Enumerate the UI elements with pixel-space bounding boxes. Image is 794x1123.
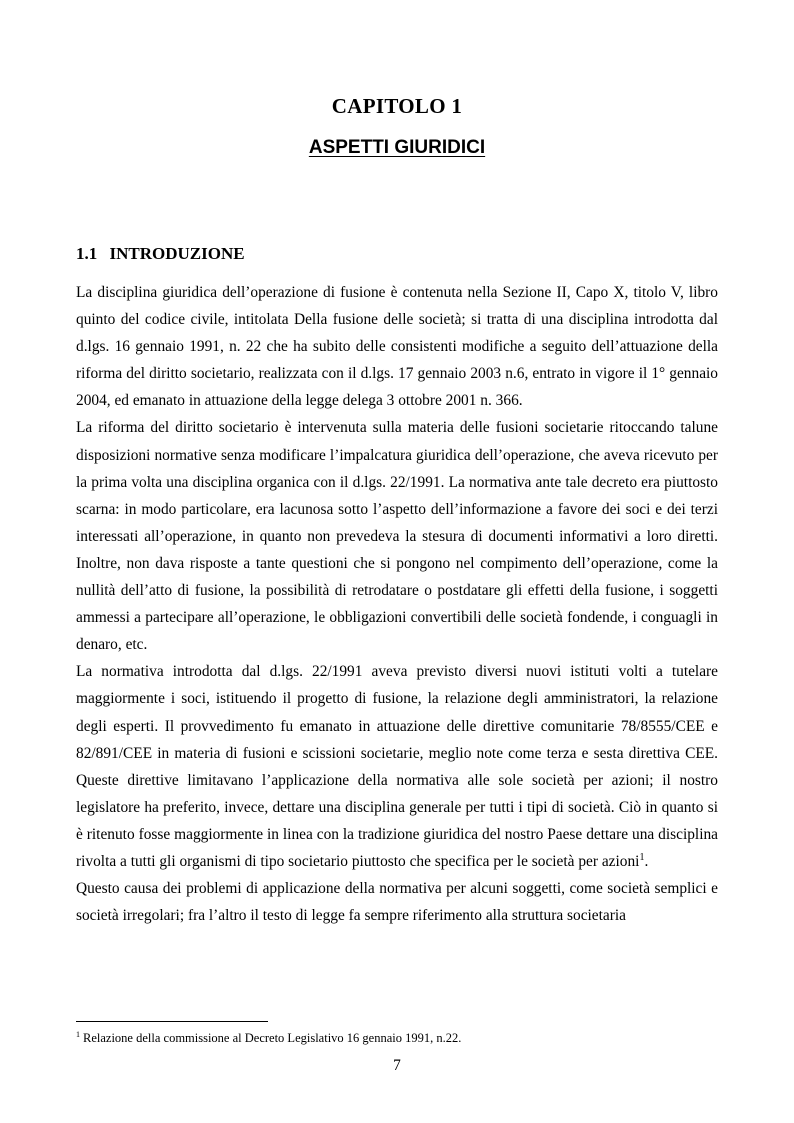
paragraph: La disciplina giuridica dell’operazione di fusione è contenuta nella Sezione II, Capo X, titolo V, libro quinto del codice civile, intitolata Della fusione delle società; si tratta di una disciplina introdotta dal d.lgs. 16 gennaio 1991, n. 22 che ha subito delle consistenti modifiche a seguito dell’attuazione della riforma del diritto societario, realizzata con il d.lgs. 17 gennaio 2003 n.6, entrato in vigore il 1° gennaio 2004, ed emanato in attuazione della legge delega 3 ottobre 2001 n. 366.: [76, 284, 718, 410]
footnote-reference-trailing: .: [644, 852, 649, 870]
paragraph: [76, 658, 718, 875]
paragraph: Questo causa dei problemi di applicazione della normativa per alcuni soggetti, come società semplici e società irregolari; fra l’altro il testo di legge fa sempre riferimento alla struttura societaria: [76, 880, 718, 925]
page-number: 7: [393, 1057, 401, 1074]
section-title: INTRODUZIONE: [109, 244, 245, 263]
body-text: [76, 279, 718, 929]
footnote-reference[interactable]: 1: [639, 851, 645, 863]
footnote-divider: [76, 1021, 268, 1022]
chapter-subtitle-text: ASPETTI GIURIDICI: [308, 137, 486, 158]
footnote: [76, 1031, 461, 1046]
footnote-text: Relazione della commissione al Decreto Legislativo 16 gennaio 1991, n.22.: [83, 1031, 462, 1045]
section-number: 1.1: [76, 244, 98, 263]
footnote-marker: 1: [76, 1029, 80, 1039]
chapter-title: CAPITOLO 1: [331, 94, 463, 118]
paragraph-text: La normativa introdotta dal d.lgs. 22/1991 aveva previsto diversi nuovi istituti volti a tutelare maggiormente i soci, istituendo il progetto di fusione, la relazione degli amministratori, la relazione degli esperti. Il provvedimento fu emanato in attuazione delle direttive comunitarie 78/8555/CEE e 82/891/CEE in materia di fusioni e scissioni societarie, meglio note come terza e sesta direttiva CEE. Queste direttive limitavano l’applicazione della normativa alle sole società per azioni; il nostro legislatore ha preferito, invece, dettare una disciplina generale per tutti i tipi di società. Ciò in quanto si è ritenuto fosse maggiormente in linea con la tradizione giuridica del nostro Paese dettare una disciplina rivolta a tutti gli organismi di tipo societario piuttosto che specifica per le società per azioni: [76, 663, 718, 870]
chapter-subtitle: [0, 137, 794, 159]
section-heading: [76, 244, 245, 264]
paragraph: La riforma del diritto societario è intervenuta sulla materia delle fusioni societarie ritoccando talune disposizioni normative senza modificare l’impalcatura giuridica dell’operazione, che aveva ricevuto per la prima volta una disciplina organica con il d.lgs. 22/1991. La normativa ante tale decreto era piuttosto scarna: in modo particolare, era lacunosa sotto l’aspetto dell’informazione a favore dei soci e dei terzi interessati all’operazione, in quanto non prevedeva la stesura di documenti informativi a loro diretti. Inoltre, non dava risposte a tante questioni che si pongono nel compimento dell’operazione, come la nullità dell’atto di fusione, la possibilità di retrodatare o postdatare gli effetti della fusione, i soggetti ammessi a partecipare all’operazione, le obbligazioni convertibili delle società fondende, i conguagli in denaro, etc.: [76, 419, 718, 654]
